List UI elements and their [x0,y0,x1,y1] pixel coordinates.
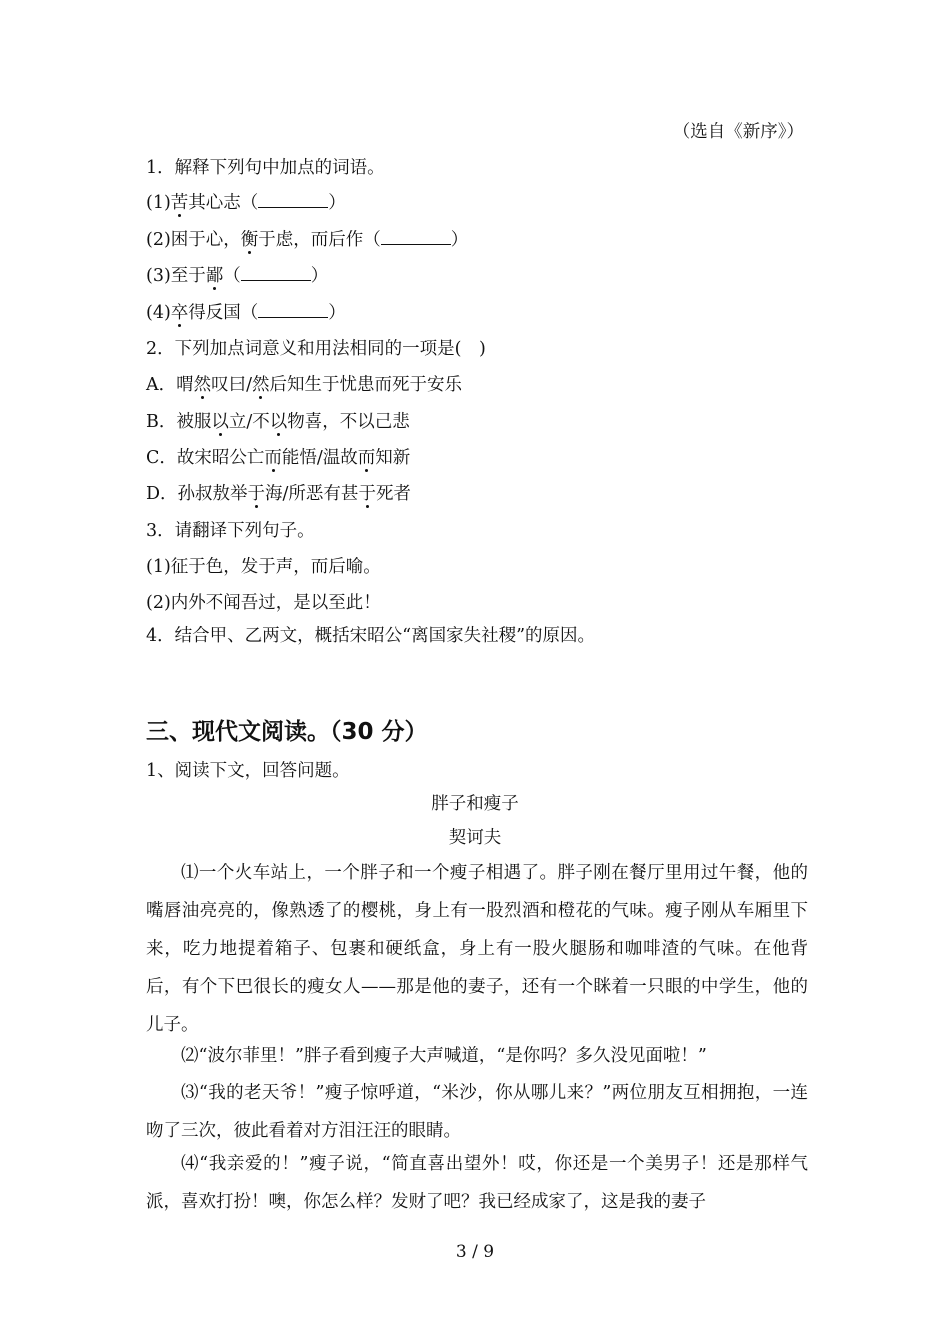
question-3-item: (2)内外不闻吾过，是以至此！ [146,593,381,613]
question-1-title: 1．解释下列句中加点的词语。 [146,158,385,178]
question-2-option-b: B．被服以立/不以物喜，不以己悲 [146,412,410,432]
question-1-item: (4)卒得反国（ ） [146,303,346,323]
question-2-option-c: C．故宋昭公亡而能悟/温故而知新 [146,448,411,468]
dotted-word: 卒 [170,303,189,323]
question-2-option-d: D．孙叔敖举于海/所恶有甚于死者 [146,484,411,504]
question-1-item: (1)苦其心志（ ） [146,193,346,213]
article-paragraph: ⑷“我亲爱的！”瘦子说，“简直喜出望外！哎，你还是一个美男子！还是那样气派，喜欢打扮！噢，你怎么样？发财了吧？我已经成家了，这是我的妻子 [146,1154,808,1212]
answer-blank[interactable] [381,230,451,245]
question-1-item: (2)困于心，衡于虑，而后作（ ） [146,230,469,250]
dotted-word: 鄙 [205,266,224,286]
question-3-title: 3．请翻译下列句子。 [146,521,315,541]
article-paragraph: ⑶“我的老天爷！”瘦子惊呼道，“米沙，你从哪儿来？”两位朋友互相拥抱，一连吻了三次，彼此看着对方泪汪汪的眼睛。 [146,1083,808,1141]
article-paragraph: ⑵“波尔菲里！”胖子看到瘦子大声喊道，“是你吗？多久没见面啦！” [181,1046,707,1066]
section-intro: 1、阅读下文，回答问题。 [146,761,350,781]
article-paragraph: ⑴一个火车站上，一个胖子和一个瘦子相遇了。胖子刚在餐厅里用过午餐，他的嘴唇油亮亮的，像熟透了的樱桃，身上有一股烈酒和橙花的气味。瘦子刚从车厢里下来，吃力地提着箱子、包裹和硬纸盒，身上有一股火腿肠和咖啡渣的气味。在他背后，有个下巴很长的瘦女人——那是他的妻子，还有一个眯着一只眼的中学生，他的儿子。 [146,863,808,1035]
article-author: 契诃夫 [448,828,502,848]
article-title: 胖子和瘦子 [431,794,519,814]
answer-blank[interactable] [258,193,328,208]
question-1-item: (3)至于鄙（ ） [146,266,329,286]
section-heading: 三、现代文阅读。（30 分） [146,719,428,745]
question-2-option-a: A．喟然叹曰/然后知生于忧患而死于安乐 [146,375,463,395]
answer-blank[interactable] [258,303,328,318]
source-citation: （选自《新序》） [672,122,804,142]
question-2-title: 2．下列加点词意义和用法相同的一项是( ) [146,339,486,359]
page-number: 3 / 9 [455,1242,495,1262]
dotted-word: 衡 [240,230,259,250]
answer-blank[interactable] [241,266,311,281]
question-4-title: 4．结合甲、乙两文，概括宋昭公“离国家失社稷”的原因。 [146,626,596,646]
question-3-item: (1)征于色，发于声，而后喻。 [146,557,381,577]
dotted-word: 苦 [170,193,189,213]
